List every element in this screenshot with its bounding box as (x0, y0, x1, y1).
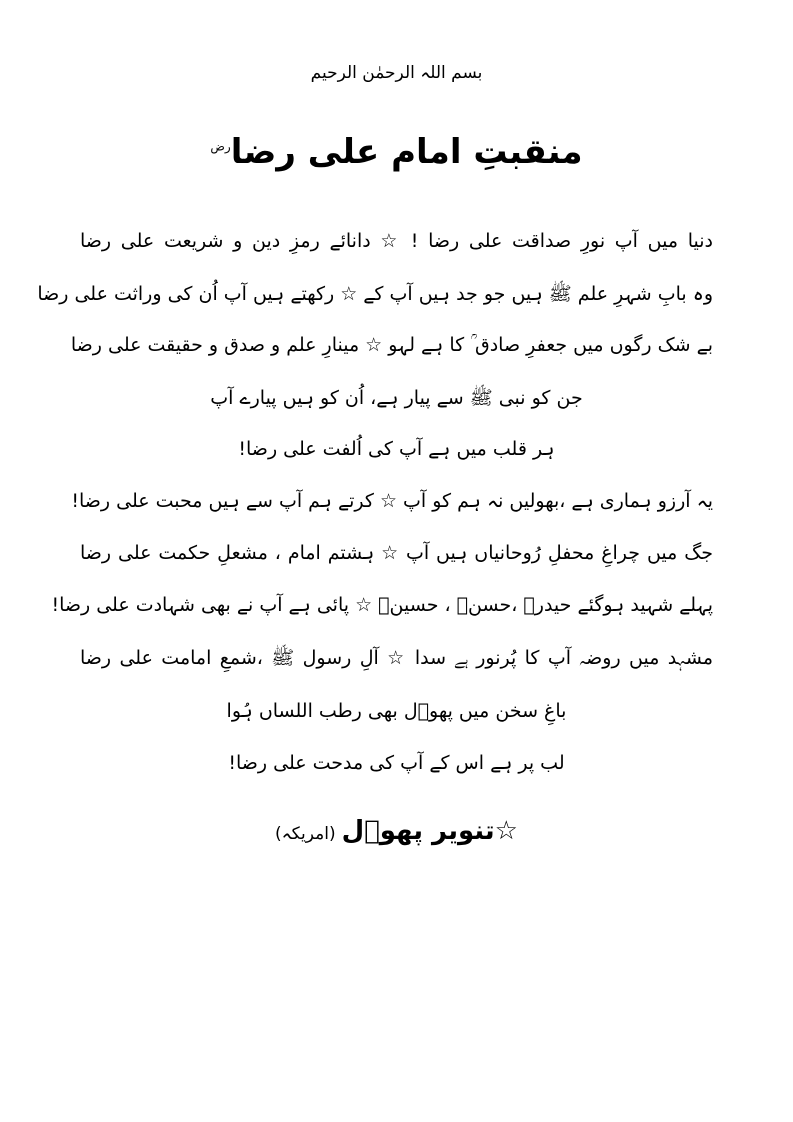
verse-line-8: پہلے شہید ہوگئے حیدرؓ ،حسنؓ ، حسینؓ ☆ پائی ہے آپ نے بھی شہادت علی رضا! (51, 594, 713, 616)
verse-line-4: جن کو نبی ﷺ سے پیار ہے، اُن کو ہیں پیارے آپ (210, 387, 583, 409)
poet-signature (0, 816, 793, 846)
poet-country: (امریکہ) (275, 824, 336, 844)
verse-line-6: یہ آرزو ہماری ہے ،بھولیں نہ ہم کو آپ ☆ کرتے ہم آپ سے ہیں محبت علی رضا! (71, 490, 713, 512)
verse-line-2: وہ بابِ شہرِ علم ﷺ ہیں جو جد ہیں آپ کے ☆ رکھتے ہیں آپ اُن کی وراثت علی رضا (37, 283, 713, 305)
poem-title-text: منقبتِ امام علی رضا (230, 132, 583, 172)
verse-line-3: بے شک رگوں میں جعفرِ صادق ؒ کا ہے لہو ☆ مینارِ علم و صدق و حقیقت علی رضا (70, 334, 713, 356)
verse-line-7: جگ میں چراغِ محفلِ رُوحانیاں ہیں آپ ☆ ہشتم امام ، مشعلِ حکمت علی رضا (80, 542, 713, 564)
poet-name: تنویر پھوؔل (341, 816, 495, 846)
poem-title (0, 132, 793, 172)
bismillah-heading: بسم اللہ الرحمٰن الرحیم (310, 63, 483, 83)
verse-line-10: باغِ سخن میں پھوؔل بھی رطب اللساں ہُوا (226, 700, 567, 722)
verse-line-1: دنیا میں آپ نورِ صداقت علی رضا ! ☆ دانائے رمزِ دین و شریعت علی رضا (80, 230, 713, 252)
star-icon: ☆ (494, 816, 518, 846)
verse-line-5: ہر قلب میں ہے آپ کی اُلفت علی رضا! (238, 438, 555, 460)
verse-line-9: مشہد میں روضہ آپ کا پُرنور ہے سدا ☆ آلِ رسول ﷺ ،شمعِ امامت علی رضا (80, 647, 713, 669)
verse-line-11: لب پر ہے اس کے آپ کی مدحت علی رضا! (228, 752, 565, 774)
title-honorific: رض (210, 139, 231, 154)
